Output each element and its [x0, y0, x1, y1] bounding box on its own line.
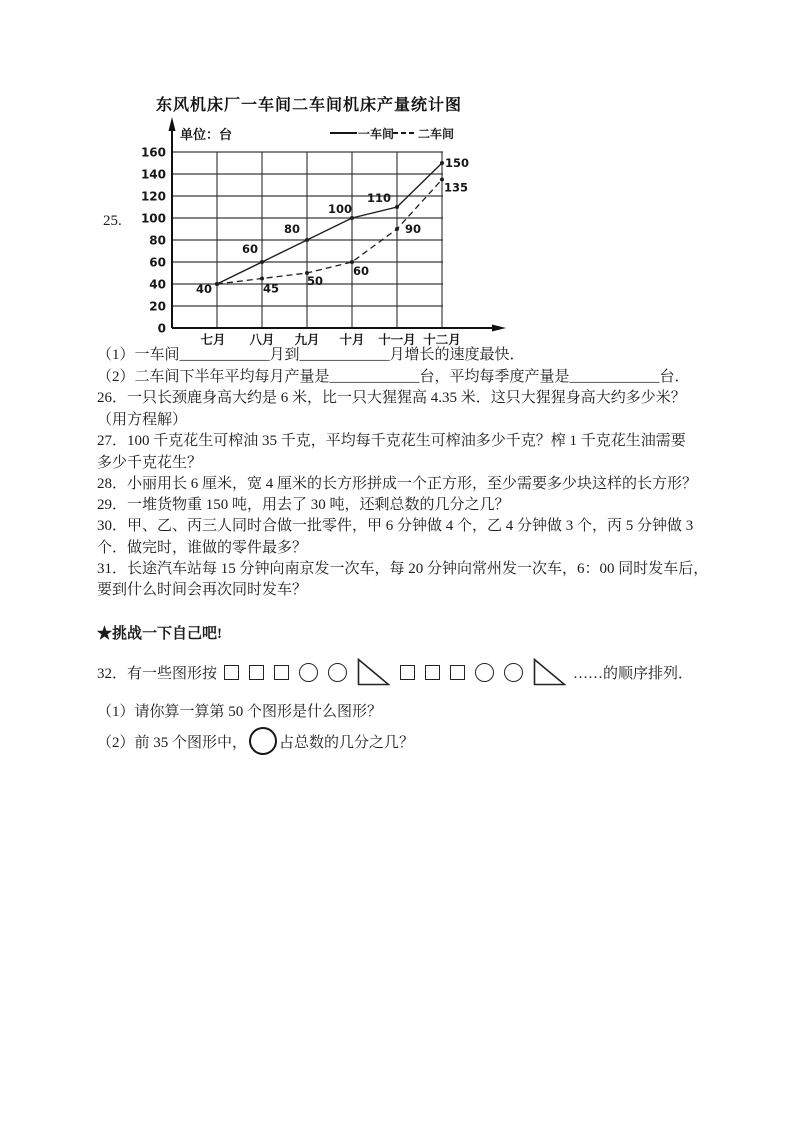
svg-text:十一月: 十一月 — [378, 332, 416, 347]
question-25-number: 25. — [103, 213, 122, 229]
question-31-line1: 31．长途汽车站每 15 分钟向南京发一次车，每 20 分钟向常州发一次车，6：00 同时发车后， — [97, 561, 709, 577]
svg-text:二车间: 二车间 — [417, 127, 455, 141]
svg-text:20: 20 — [149, 299, 166, 314]
svg-text:九月: 九月 — [294, 332, 320, 347]
series-line-1 — [196, 156, 469, 296]
svg-text:单位：台: 单位：台 — [180, 128, 233, 143]
svg-text:0: 0 — [157, 321, 166, 336]
svg-text:八月: 八月 — [249, 332, 275, 347]
question-27-line1: 27．100 千克花生可榨油 35 千克，平均每千克花生可榨油多少千克？榨 1 千克花生油需要 — [97, 433, 686, 449]
question-28: 28．小丽用长 6 厘米，宽 4 厘米的长方形拼成一个正方形，至少需要多少块这样的长方形？ — [97, 476, 698, 492]
chart-axes — [169, 117, 507, 332]
svg-text:40: 40 — [149, 277, 166, 292]
svg-text:90: 90 — [404, 222, 422, 236]
question-32-sub1: （1）请你算一算第 50 个图形是什么图形？ — [97, 704, 383, 720]
question-32-sub2-text-a: （2）前 35 个图形中， — [97, 734, 248, 751]
question-26-line2: （用方程解） — [97, 412, 188, 428]
question-30-line1: 30．甲、乙、丙三人同时合做一批零件，甲 6 分钟做 4 个，乙 4 分钟做 3 个，丙 5 分钟做 3 — [97, 518, 694, 534]
question-32-sequence-row — [97, 652, 693, 692]
chart-grid — [141, 146, 443, 336]
series-line-2 — [215, 178, 468, 296]
shape-square — [224, 665, 239, 680]
question-32-sub2 — [97, 726, 414, 756]
svg-text:60: 60 — [352, 264, 370, 278]
question-27-line2: 多少千克花生？ — [97, 455, 203, 471]
shape-square — [274, 665, 289, 680]
shape-triangle — [533, 658, 566, 686]
svg-text:100: 100 — [327, 202, 353, 216]
shape-circle — [504, 663, 523, 682]
svg-text:50: 50 — [306, 274, 324, 288]
svg-text:150: 150 — [444, 156, 470, 170]
unit-label — [180, 127, 232, 143]
svg-text:140: 140 — [140, 167, 166, 182]
svg-text:十月: 十月 — [339, 332, 365, 347]
svg-text:60: 60 — [241, 242, 259, 256]
question-26-line1: 26．一只长颈鹿身高大约是 6 米，比一只大猩猩高 4.35 米．这只大猩猩身高大约多少米？ — [97, 390, 686, 406]
question-32-suffix: ……的顺序排列． — [573, 665, 694, 682]
production-line-chart — [128, 110, 526, 354]
svg-text:一车间: 一车间 — [357, 127, 395, 141]
svg-text:80: 80 — [283, 222, 301, 236]
svg-text:45: 45 — [262, 281, 280, 296]
shape-circle — [328, 663, 347, 682]
shape-circle — [475, 663, 494, 682]
challenge-heading: ★挑战一下自己吧! — [97, 626, 222, 642]
svg-text:十二月: 十二月 — [423, 332, 461, 347]
svg-text:40: 40 — [195, 282, 213, 296]
circle-figure — [249, 727, 277, 755]
question-30-line2: 个．做完时，谁做的零件最多？ — [97, 540, 308, 556]
svg-text:七月: 七月 — [200, 332, 226, 347]
shape-sequence — [219, 658, 571, 686]
svg-text:110: 110 — [366, 191, 392, 205]
shape-square — [425, 665, 440, 680]
chart-legend — [330, 126, 454, 141]
month-labels — [200, 332, 460, 347]
shape-square — [400, 665, 415, 680]
svg-text:60: 60 — [149, 255, 166, 270]
shape-circle — [299, 663, 318, 682]
shape-square — [450, 665, 465, 680]
shape-triangle — [357, 658, 390, 686]
question-29: 29．一堆货物重 150 吨，用去了 30 吨，还剩总数的几分之几？ — [97, 497, 510, 513]
svg-text:135: 135 — [443, 180, 469, 195]
question-25-sub1: （1）一车间____________月到____________月增长的速度最快． — [97, 347, 525, 363]
question-25-sub2: （2）二车间下半年平均每月产量是____________台，平均每季度产量是____________台． — [97, 369, 690, 385]
svg-text:100: 100 — [140, 211, 166, 226]
shape-square — [249, 665, 264, 680]
question-32-sub2-text-b: 占总数的几分之几？ — [279, 734, 415, 751]
chart-title: 东风机床厂一车间二车间机床产量统计图 — [156, 95, 463, 114]
svg-text:80: 80 — [149, 233, 166, 248]
svg-text:160: 160 — [140, 145, 166, 160]
svg-text:120: 120 — [140, 189, 166, 204]
question-31-line2: 要到什么时间会再次同时发车？ — [97, 582, 308, 598]
question-32-prefix: 32．有一些图形按 — [97, 665, 218, 682]
